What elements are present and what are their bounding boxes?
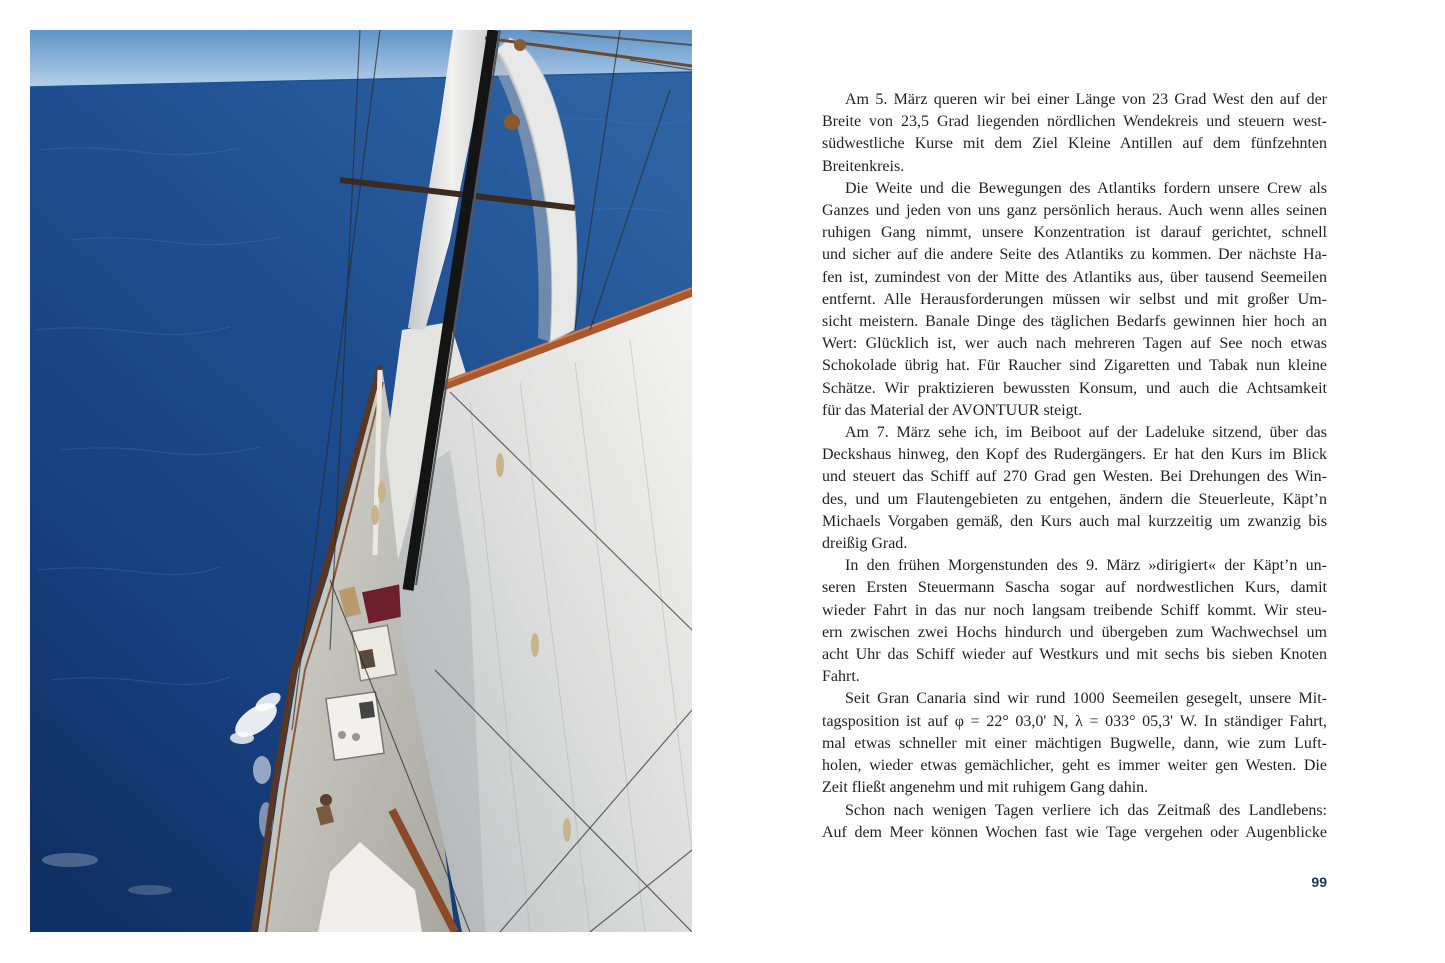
paragraph	[822, 178, 1327, 422]
deckhouse-vent	[338, 731, 346, 739]
foam	[253, 756, 271, 784]
foam	[128, 885, 172, 895]
text-line: für das Material der AVONTUUR steigt.	[822, 401, 1083, 419]
text-line: tagsposition ist auf φ = 22° 03,0' N, λ = 033° 05,3' W. In ständiger Fahrt,	[822, 712, 1327, 730]
text-line: dreißig Grad.	[822, 535, 908, 553]
text-line: acht Uhr das Schiff wieder auf Westkurs und mit sechs bis sieben Knoten	[822, 646, 1327, 664]
text-line: seren Ersten Steuermann Sascha sogar auf nordwestlichen Kurs, damit	[822, 579, 1327, 597]
text-line: wieder Fahrt in das nur noch langsam treibende Schiff kommt. Wir steu-	[822, 601, 1327, 619]
foam	[230, 732, 254, 744]
text-line: In den frühen Morgenstunden des 9. März »dirigiert« der Käpt’n un-	[845, 557, 1327, 575]
text-line: und steuert das Schiff auf 270 Grad gen Westen. Bei Drehungen des Win-	[822, 468, 1327, 486]
text-line: und sicher auf die andere Seite des Atlantiks zu kommen. Der nächste Ha-	[822, 246, 1327, 264]
page-number: 99	[1311, 874, 1327, 890]
tie	[496, 453, 504, 477]
paragraph	[822, 800, 1327, 844]
deckhouse	[326, 692, 384, 760]
text-line: Michaels Vorgaben gemäß, den Kurs auch mal kurzzeitig um zwanzig bis	[822, 512, 1327, 530]
block	[504, 114, 520, 130]
paragraph	[822, 89, 1327, 178]
text-line: Zeit fließt angenehm und mit ruhigem Gang dahin.	[822, 779, 1149, 797]
text-line: Seit Gran Canaria sind wir rund 1000 Seemeilen gesegelt, unsere Mit-	[845, 690, 1327, 708]
text-line: holen, wieder etwas gemächlicher, geht es immer weiter gen Westen. Die	[822, 757, 1327, 775]
text-line: Am 5. März queren wir bei einer Länge von 23 Grad West den auf der	[845, 91, 1327, 108]
paragraph	[822, 688, 1327, 799]
text-line: fen ist, zumindest von der Mitte des Atlantiks aus, über tausend Seemeilen	[822, 268, 1327, 286]
text-line: mal etwas schneller mit einer mächtigen Bugwelle, dann, wie zum Luft-	[822, 734, 1327, 752]
text-line: sicht meistern. Banale Dinge des täglichen Bedarfs gewinnen hier hoch an	[822, 313, 1327, 331]
deckhouse-vent	[352, 733, 360, 741]
tie	[371, 505, 379, 525]
ship-photo-illustration	[30, 30, 692, 932]
text-line: Fahrt.	[822, 668, 860, 686]
tie	[531, 633, 539, 657]
text-line: Ganzes und jeden von uns ganz persönlich heraus. Auch wenn alles seinen	[822, 202, 1327, 220]
text-line: Breitenkreis.	[822, 157, 905, 175]
body-text	[822, 89, 1327, 844]
text-line: Auf dem Meer können Wochen fast wie Tage vergehen oder Augenblicke	[822, 823, 1327, 841]
crew-member	[320, 794, 332, 806]
text-line: Am 7. März sehe ich, im Beiboot auf der Ladeluke sitzend, über das	[845, 424, 1327, 442]
text-line: Schokolade übrig hat. Für Raucher sind Zigaretten und Tabak nun kleine	[822, 357, 1327, 375]
text-line: ruhigen Gang nimmt, unsere Konzentration ist darauf gerichtet, schnell	[822, 224, 1327, 242]
ship-photo	[30, 30, 692, 932]
text-line: des, und um Flautengebieten zu entgehen, ändern die Steuerleute, Käpt’n	[822, 490, 1327, 508]
text-line: Breite von 23,5 Grad liegenden nördlichen Wendekreis und steuern west-	[822, 113, 1327, 131]
text-line: Deckshaus hinweg, den Kopf des Rudergängers. Er hat den Kurs im Blick	[822, 446, 1327, 464]
text-line: entfernt. Alle Herausforderungen müssen wir selbst und mit großer Um-	[822, 290, 1327, 308]
text-line: ern zwischen zwei Hochs hindurch und übergeben zum Wachwechsel um	[822, 623, 1327, 641]
text-line: Schon nach wenigen Tagen verliere ich das Zeitmaß des Landlebens:	[845, 801, 1327, 819]
paragraph	[822, 422, 1327, 555]
block	[514, 39, 526, 51]
text-line: südwestliche Kurse mit dem Ziel Kleine Antillen auf dem fünfzehnten	[822, 135, 1327, 153]
tie	[378, 481, 386, 503]
deckhouse-skylight	[359, 701, 375, 719]
text-line: Wert: Glücklich ist, wer auch nach mehreren Tagen auf See noch etwas	[822, 335, 1327, 353]
paragraph	[822, 555, 1327, 688]
tie	[563, 818, 571, 842]
text-line: Schätze. Wir praktizieren bewussten Konsum, und auch die Achtsamkeit	[822, 379, 1327, 397]
text-line: Die Weite und die Bewegungen des Atlantiks fordern unsere Crew als	[845, 179, 1327, 197]
foam	[42, 853, 98, 867]
